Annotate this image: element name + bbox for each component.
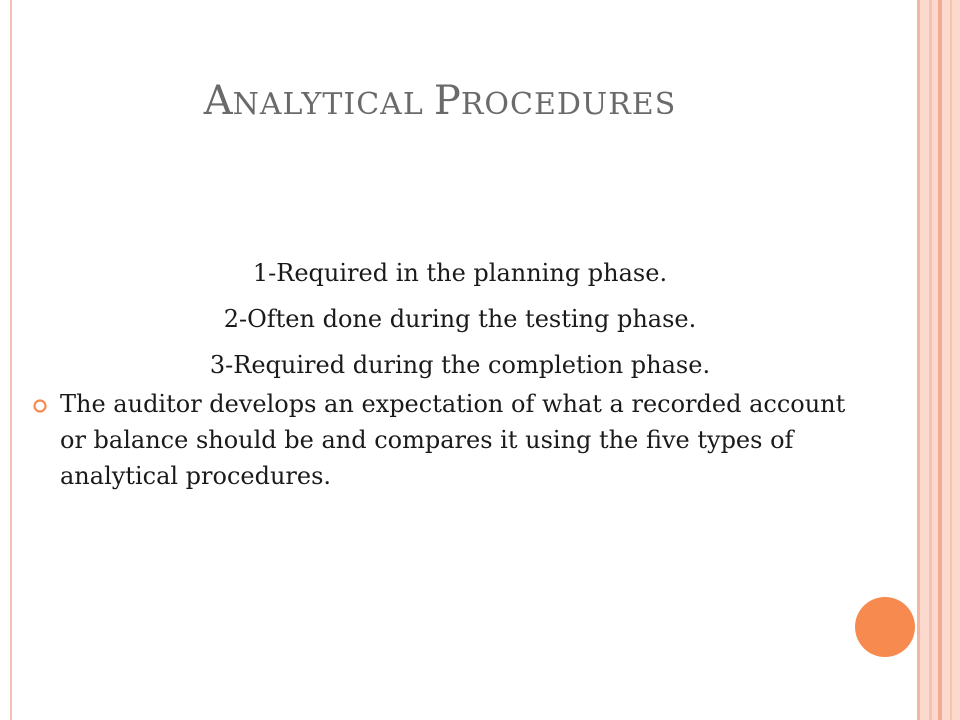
- title-word: ANALYTICAL: [203, 78, 424, 124]
- decorative-stripe: [950, 0, 952, 720]
- phase-line: 1-Required in the planning phase.: [252, 259, 668, 287]
- title-word: PROCEDURES: [433, 78, 677, 124]
- orange-circle-decoration: [855, 597, 915, 657]
- phase-line: 3-Required during the completion phase.: [209, 351, 711, 379]
- phase-list: [0, 250, 920, 388]
- decorative-stripe: [938, 0, 942, 720]
- decorative-stripe: [929, 0, 932, 720]
- slide-title: [0, 78, 880, 124]
- ring-bullet-icon: [32, 398, 48, 414]
- bullet-paragraph: The auditor develops an expectation of what a recorded account or balance should be and compares it using the five types of analytical procedures.: [60, 390, 846, 490]
- phase-line: 2-Often done during the testing phase.: [223, 305, 697, 333]
